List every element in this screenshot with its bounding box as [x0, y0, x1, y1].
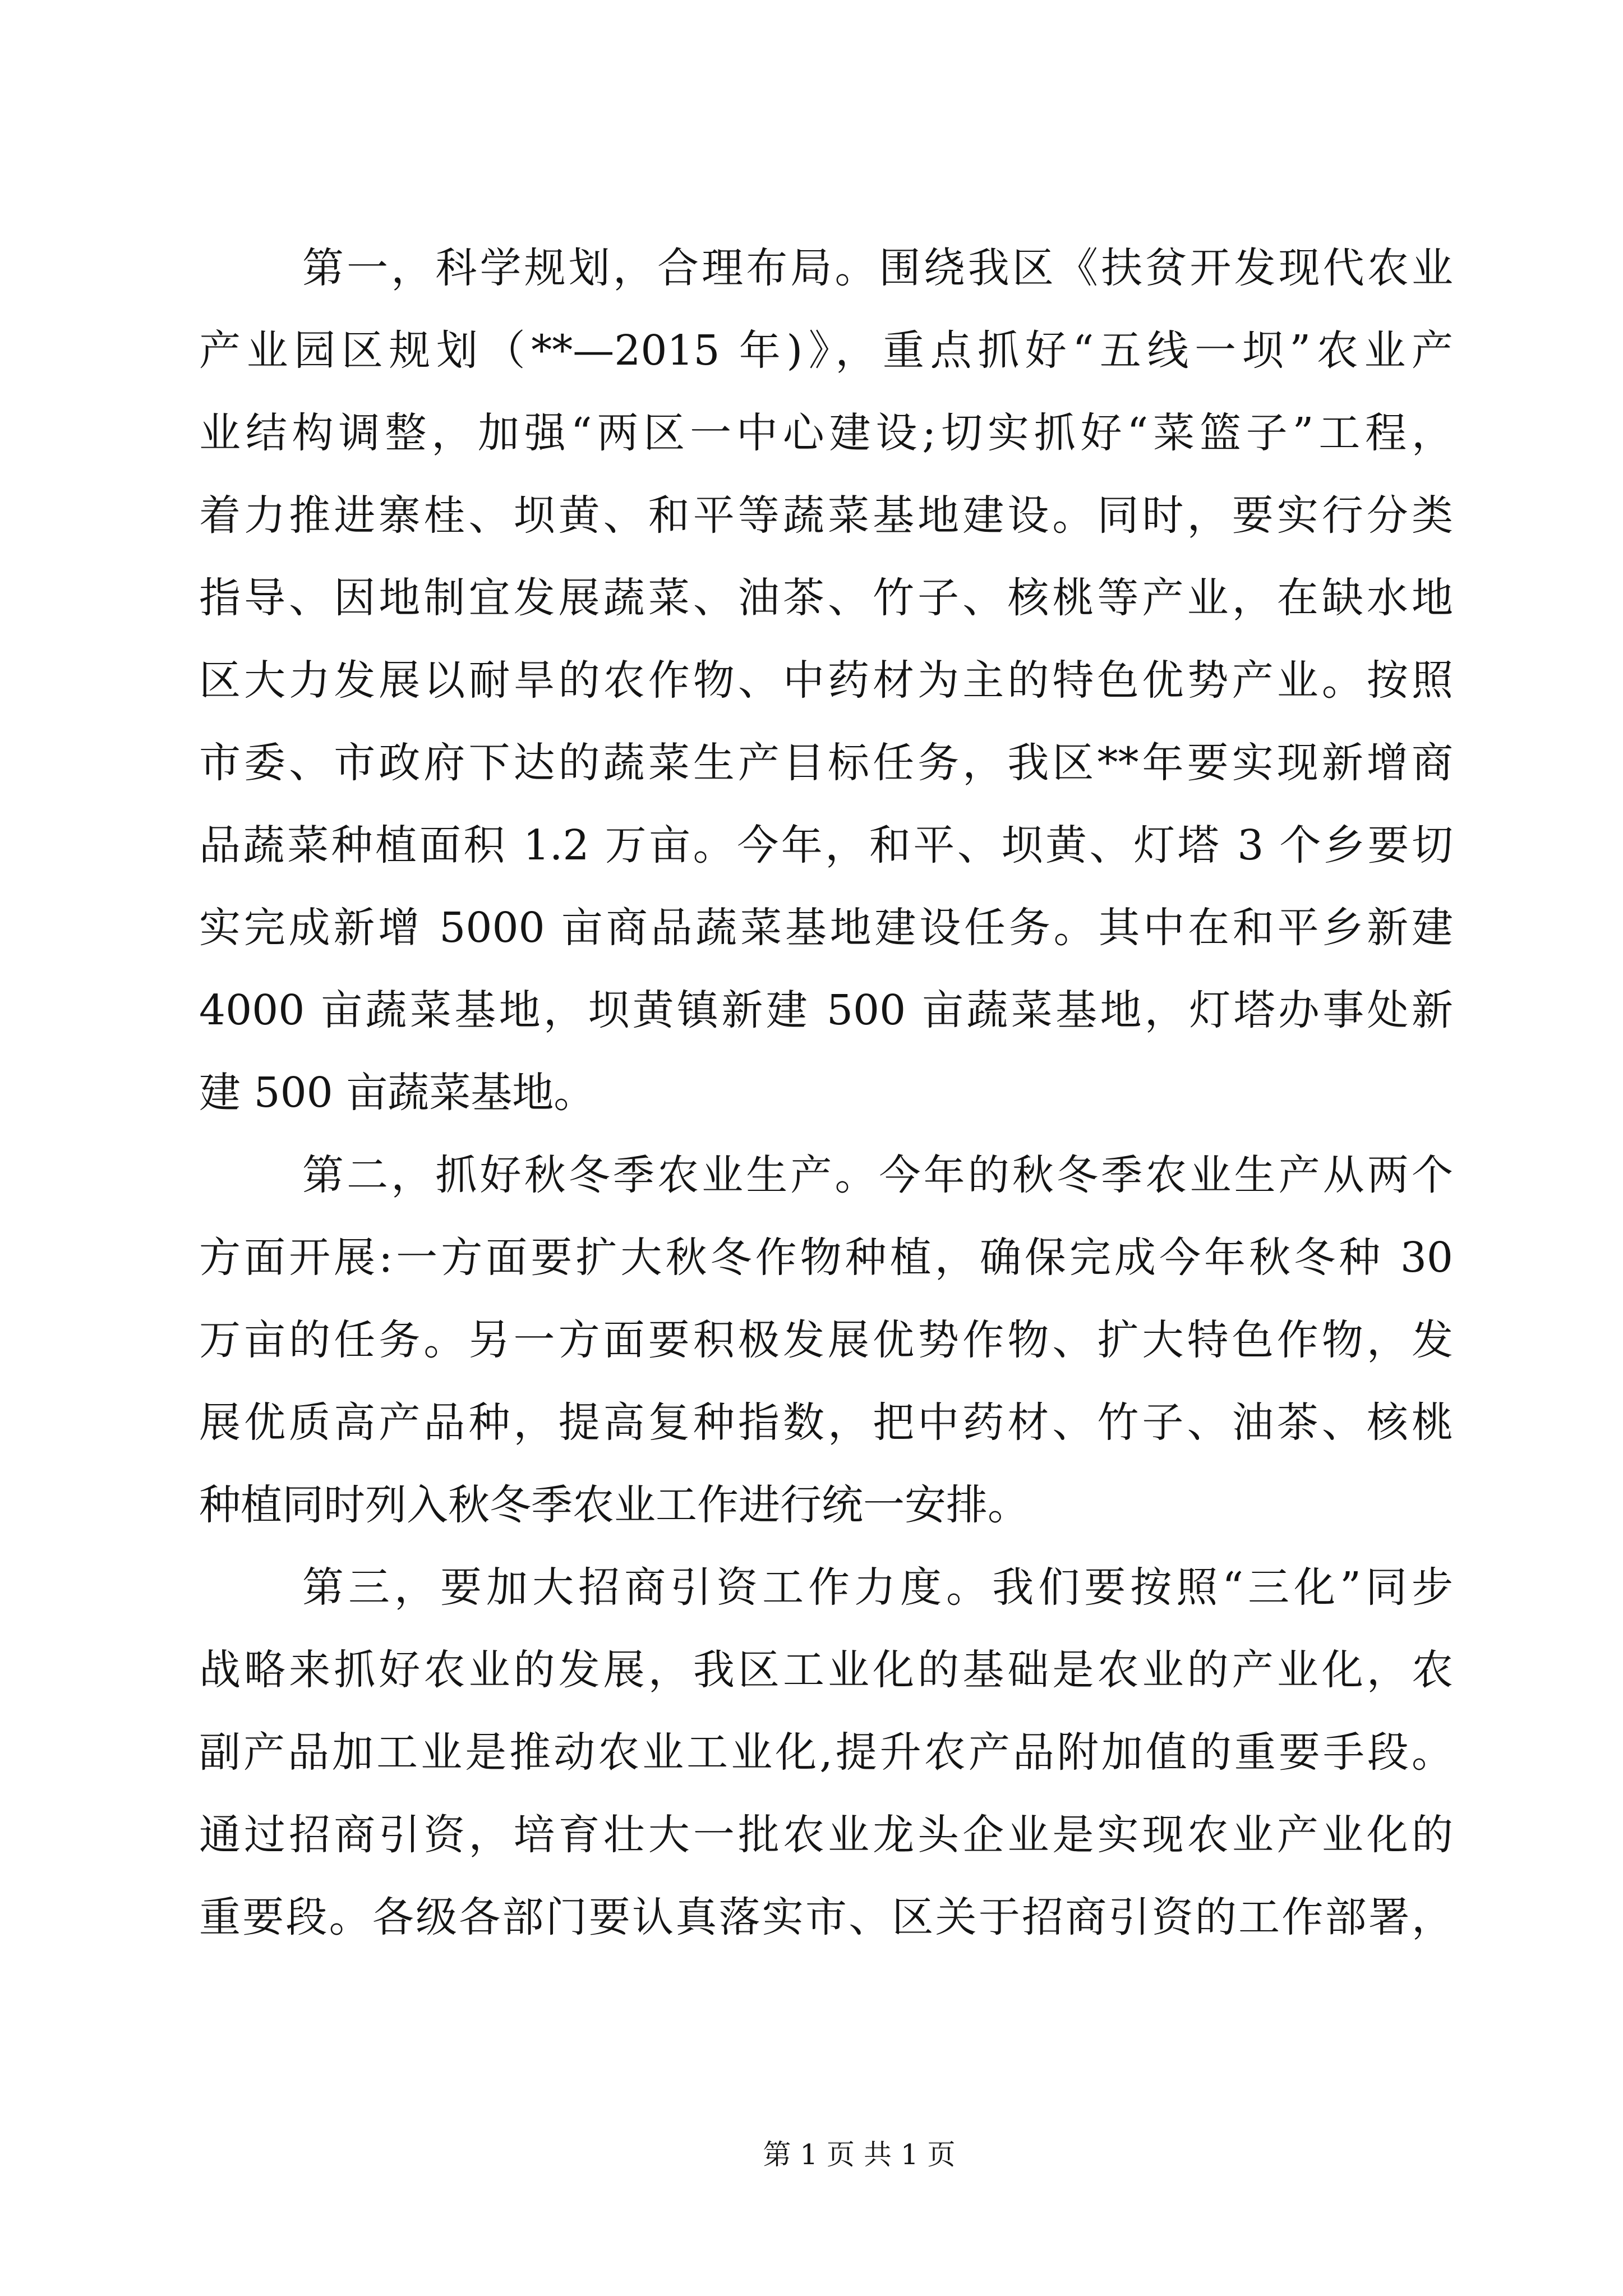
paragraph-line: 方面开展:一方面要扩大秋冬作物种植，确保完成今年秋冬种 30	[199, 1234, 1453, 1282]
paragraph-line: 重要段。各级各部门要认真落实市、区关于招商引资的工作部署，	[199, 1893, 1453, 1941]
paragraph-3	[199, 1547, 1453, 1959]
paragraph-1	[199, 227, 1453, 1134]
paragraph-line: 种植同时列入秋冬季农业工作进行统一安排。	[199, 1481, 1029, 1529]
paragraph-2	[199, 1134, 1453, 1547]
paragraph-line: 区大力发展以耐旱的农作物、中药材为主的特色优势产业。按照	[199, 656, 1453, 705]
paragraph-line: 通过招商引资，培育壮大一批农业龙头企业是实现农业产业化的	[199, 1811, 1453, 1859]
paragraph-line: 副产品加工业是推动农业工业化,提升农产品附加值的重要手段。	[199, 1728, 1453, 1777]
paragraph-line: 产业园区规划（**—2015 年)》，重点抓好“五线一坝”农业产	[199, 326, 1453, 375]
paragraph-line: 战略来抓好农业的发展，我区工业化的基础是农业的产业化，农	[199, 1646, 1453, 1694]
paragraph-line: 业结构调整，加强“两区一中心建设;切实抓好“菜篮子”工程，	[199, 409, 1453, 457]
paragraph-line: 着力推进寨桂、坝黄、和平等蔬菜基地建设。同时，要实行分类	[199, 491, 1453, 540]
paragraph-line: 展优质高产品种，提高复种指数，把中药材、竹子、油茶、核桃	[199, 1398, 1453, 1447]
paragraph-line: 万亩的任务。另一方面要积极发展优势作物、扩大特色作物，发	[199, 1316, 1453, 1364]
paragraph-line: 品蔬菜种植面积 1.2 万亩。今年，和平、坝黄、灯塔 3 个乡要切	[199, 821, 1453, 869]
paragraph-line: 市委、市政府下达的蔬菜生产目标任务，我区**年要实现新增商	[199, 739, 1453, 787]
document-body	[199, 227, 1453, 1959]
page-number-footer: 第 1 页 共 1 页	[763, 2138, 956, 2171]
paragraph-line: 建 500 亩蔬菜基地。	[199, 1069, 596, 1117]
paragraph-line: 第三，要加大招商引资工作力度。我们要按照“三化”同步	[302, 1563, 1453, 1612]
paragraph-line: 指导、因地制宜发展蔬菜、油茶、竹子、核桃等产业，在缺水地	[199, 574, 1453, 622]
paragraph-line: 第一，科学规划，合理布局。围绕我区《扶贫开发现代农业	[302, 244, 1453, 292]
paragraph-line: 实完成新增 5000 亩商品蔬菜基地建设任务。其中在和平乡新建	[199, 904, 1453, 952]
paragraph-line: 第二，抓好秋冬季农业生产。今年的秋冬季农业生产从两个	[302, 1151, 1453, 1199]
paragraph-line: 4000 亩蔬菜基地，坝黄镇新建 500 亩蔬菜基地，灯塔办事处新	[199, 986, 1453, 1034]
